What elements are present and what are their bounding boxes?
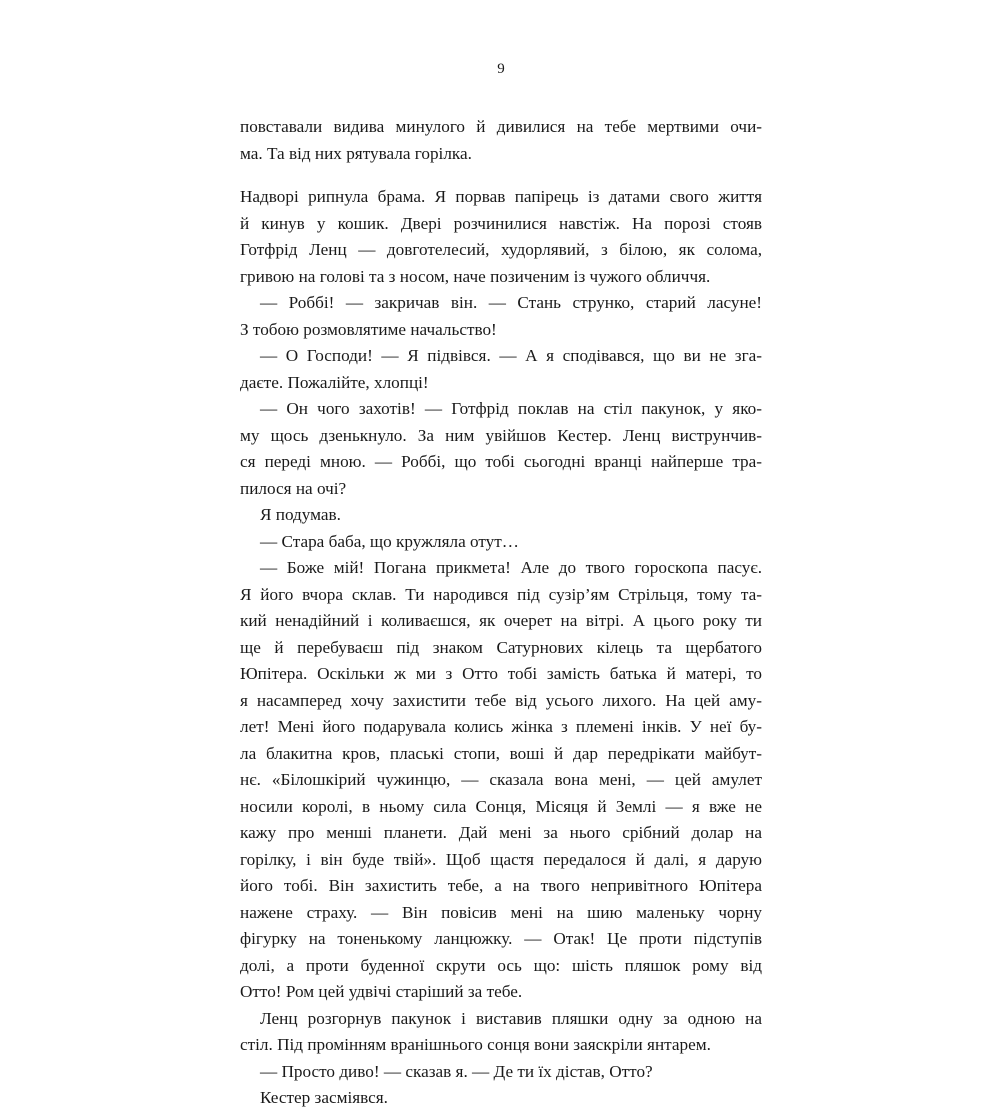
- text-line: — О Господи! — Я підвівся. — А я сподівався, що ви не зга-: [260, 346, 762, 365]
- text-line: ще й перебуваєш під знаком Сатурнових кілець та щербатого: [240, 637, 762, 657]
- text-line: нажене страху. — Він повісив мені на шию маленьку чорну: [240, 902, 762, 922]
- text-line: Готфрід Ленц — довготелесий, худорлявий, з білою, як солома,: [240, 240, 762, 259]
- body-text: [240, 114, 762, 1112]
- text-line: лет! Мені його подарувала колись жінка з племені інків. У неї бу-: [240, 717, 762, 736]
- text-line: — Боже мій! Погана прикмета! Але до твого гороскопа пасує.: [260, 558, 762, 577]
- text-line: З тобою розмовлятиме начальство!: [240, 319, 497, 339]
- text-line: горілку, і він буде твій». Щоб щастя передалося й далі, я дарую: [240, 849, 762, 869]
- text-line: й кинув у кошик. Двері розчинилися навстіж. На порозі стояв: [240, 213, 762, 233]
- text-line: стіл. Під промінням вранішнього сонця вони заяскріли янтарем.: [240, 1035, 711, 1054]
- text-line: кажу про менші планети. Дай мені за нього срібний долар на: [240, 823, 762, 842]
- text-line: пилося на очі?: [240, 478, 347, 498]
- text-line: його тобі. Він захистить тебе, а на твого непривітного Юпітера: [240, 876, 762, 895]
- text-line: кий ненадійний і коливаєшся, як очерет на вітрі. А цього року ти: [240, 611, 762, 630]
- text-line: — Роббі! — закричав він. — Стань струнко, старий ласуне!: [260, 293, 762, 312]
- text-line: — Просто диво! — сказав я. — Де ти їх дістав, Отто?: [260, 1061, 653, 1081]
- text-line: Юпітера. Оскільки ж ми з Отто тобі замість батька й матері, то: [240, 664, 762, 683]
- text-line: Надворі рипнула брама. Я порвав папірець із датами свого життя: [240, 187, 762, 206]
- text-line: даєте. Пожалійте, хлопці!: [240, 372, 429, 392]
- text-line: носили королі, в ньому сила Сонця, Місяця й Землі — я вже не: [240, 796, 762, 816]
- text-line: долі, а проти буденної скрути ось що: шість пляшок рому від: [240, 955, 762, 975]
- text-line: Я його вчора склав. Ти народився під сузір’ям Стрільця, тому та-: [240, 584, 762, 604]
- book-page: [240, 0, 762, 1107]
- text-line: Ленц розгорнув пакунок і виставив пляшки одну за одною на: [260, 1008, 762, 1028]
- text-line: повставали видива минулого й дивилися на тебе мертвими очи-: [240, 117, 762, 136]
- text-line: я насамперед хочу захистити тебе від усього лихого. На цей аму-: [240, 690, 762, 710]
- text-line: фігурку на тоненькому ланцюжку. — Отак! Це проти підступів: [240, 929, 762, 948]
- text-line: гривою на голові та з носом, наче позиченим із чужого обличчя.: [240, 266, 711, 286]
- text-line: ма. Та від них рятувала горілка.: [240, 143, 472, 163]
- text-line: — Стара баба, що кружляла отут…: [260, 531, 519, 551]
- text-line: ся переді мною. — Роббі, що тобі сьогодні вранці найперше тра-: [240, 452, 762, 471]
- text-line: Кестер засміявся.: [260, 1088, 388, 1107]
- text-line: Я подумав.: [260, 505, 341, 524]
- text-line: ла блакитна кров, плаські стопи, воші й дар передрікати майбут-: [240, 743, 762, 763]
- text-line: — Он чого захотів! — Готфрід поклав на стіл пакунок, у яко-: [260, 399, 762, 418]
- text-line: нє. «Білошкірий чужинцю, — сказала вона мені, — цей амулет: [240, 770, 762, 789]
- text-line: Отто! Ром цей удвічі старіший за тебе.: [240, 982, 523, 1001]
- page-number: 9: [497, 61, 505, 77]
- paragraph-gap: [240, 167, 762, 184]
- text-line: му щось дзенькнуло. За ним увійшов Кестер. Ленц виструнчив-: [240, 425, 762, 445]
